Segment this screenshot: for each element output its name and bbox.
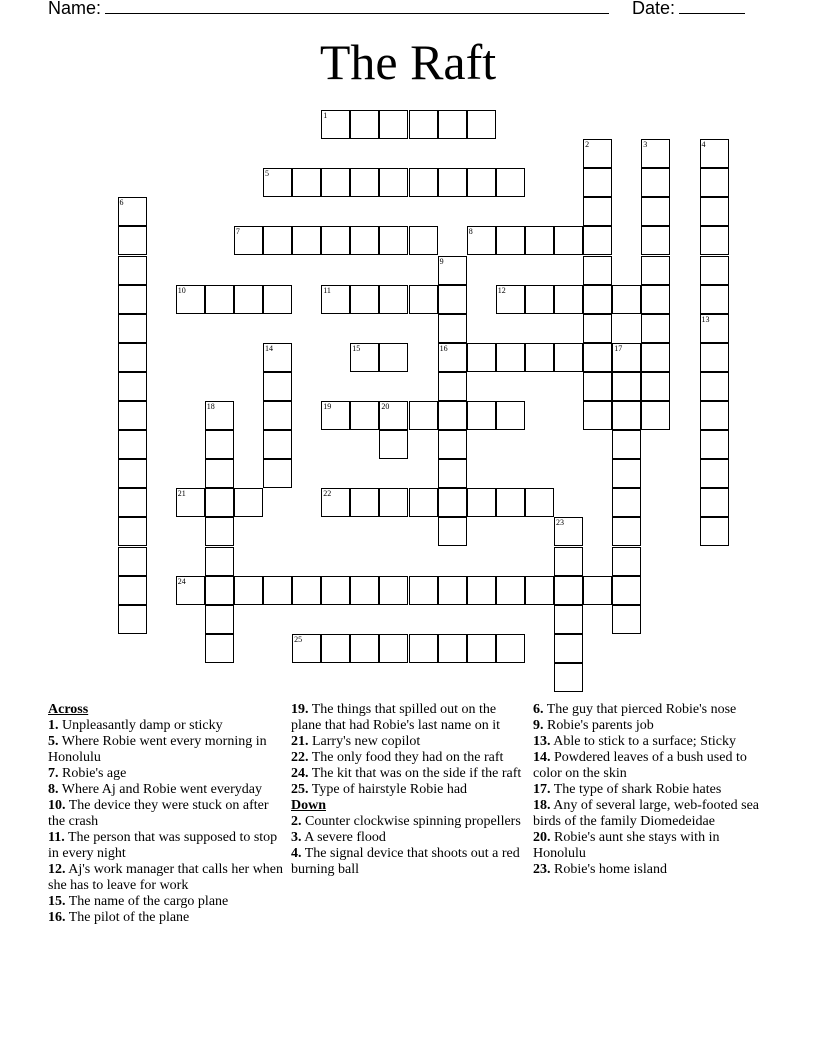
clue-item [48, 798, 284, 830]
grid-cell[interactable] [438, 372, 467, 401]
clue-item-text: Any of several large, web-footed sea birds of the family Diomedeidae [533, 798, 759, 829]
clue-item [48, 862, 284, 894]
grid-cell[interactable] [525, 343, 554, 372]
grid-cell[interactable] [379, 110, 408, 139]
clue-number: 15 [352, 343, 361, 353]
grid-cell[interactable] [379, 576, 408, 605]
clue-number: 6 [119, 198, 124, 208]
clue-item-number: 5. [48, 734, 59, 749]
grid-cell[interactable] [292, 226, 321, 255]
grid-cell[interactable] [525, 576, 554, 605]
grid-cell[interactable] [641, 343, 670, 372]
grid-cell[interactable] [379, 488, 408, 517]
clues-column-1 [48, 702, 284, 926]
clue-item-text: Robie's parents job [543, 718, 654, 733]
clue-item-number: 8. [48, 782, 59, 797]
grid-cell[interactable] [496, 576, 525, 605]
grid-cell[interactable] [438, 256, 467, 285]
grid-cell[interactable] [263, 226, 292, 255]
grid-cell[interactable] [379, 401, 408, 430]
clue-item-text: The kit that was on the side if the raft [308, 766, 522, 781]
clue-item-text: Robie's aunt she stays with in Honolulu [533, 830, 720, 861]
grid-cell[interactable] [118, 576, 147, 605]
grid-cell[interactable] [205, 488, 234, 517]
clue-item [533, 702, 769, 718]
clue-item [533, 782, 769, 798]
clue-item-text: Where Aj and Robie went everyday [58, 782, 262, 797]
grid-cell[interactable] [641, 139, 670, 168]
clue-number: 23 [556, 518, 564, 528]
clue-item [533, 718, 769, 734]
grid-cell[interactable] [205, 517, 234, 546]
grid-cell[interactable] [205, 401, 234, 430]
grid-cell[interactable] [118, 459, 147, 488]
grid-cell[interactable] [379, 430, 408, 459]
grid-cell[interactable] [583, 197, 612, 226]
grid-cell[interactable] [554, 634, 583, 663]
clue-number: 1 [323, 111, 328, 120]
grid-cell[interactable] [438, 517, 467, 546]
grid-cell[interactable] [438, 343, 467, 372]
grid-cell[interactable] [234, 576, 263, 605]
clue-number: 13 [701, 314, 710, 324]
clue-item [533, 750, 769, 782]
grid-cell[interactable] [612, 343, 641, 372]
grid-cell[interactable] [118, 226, 147, 255]
grid-cell[interactable] [118, 401, 147, 430]
clue-item-text: The pilot of the plane [65, 910, 190, 925]
grid-cell[interactable] [583, 168, 612, 197]
grid-cell[interactable] [263, 168, 292, 197]
clue-item [291, 782, 527, 798]
clue-item-text: Robie's home island [550, 862, 667, 877]
grid-cell[interactable] [409, 401, 438, 430]
clue-item [533, 830, 769, 862]
grid-cell[interactable] [438, 110, 467, 139]
grid-cell[interactable] [700, 197, 729, 226]
grid-cell[interactable] [234, 488, 263, 517]
grid-cell[interactable] [554, 663, 583, 692]
grid-cell[interactable] [118, 314, 147, 343]
grid-cell[interactable] [263, 401, 292, 430]
clue-item-number: 12. [48, 862, 66, 877]
grid-cell[interactable] [525, 285, 554, 314]
clue-item [291, 766, 527, 782]
clues-column-2 [291, 702, 527, 878]
grid-cell[interactable] [118, 605, 147, 634]
grid-cell[interactable] [205, 285, 234, 314]
grid-cell[interactable] [496, 285, 525, 314]
grid-cell[interactable] [700, 372, 729, 401]
grid-cell[interactable] [496, 401, 525, 430]
clue-item-number: 14. [533, 750, 551, 765]
grid-cell[interactable] [379, 168, 408, 197]
name-label: Name: [48, 0, 102, 18]
grid-cell[interactable] [118, 256, 147, 285]
grid-cell[interactable] [321, 634, 350, 663]
clue-item-text: Counter clockwise spinning propellers [301, 814, 521, 829]
grid-cell[interactable] [554, 576, 583, 605]
clue-number: 22 [323, 489, 332, 499]
grid-cell[interactable] [700, 517, 729, 546]
clue-item [291, 750, 527, 766]
clue-number: 17 [614, 343, 623, 353]
grid-cell[interactable] [583, 401, 612, 430]
clue-number: 8 [468, 227, 473, 237]
grid-cell[interactable] [438, 634, 467, 663]
grid-cell[interactable] [379, 226, 408, 255]
grid-cell[interactable] [205, 634, 234, 663]
clue-item-number: 17. [533, 782, 551, 797]
grid-cell[interactable] [205, 459, 234, 488]
grid-cell[interactable] [118, 372, 147, 401]
grid-cell[interactable] [321, 401, 350, 430]
clue-item [533, 862, 769, 878]
clue-item-number: 2. [291, 814, 302, 829]
grid-cell[interactable] [350, 488, 379, 517]
grid-cell[interactable] [612, 576, 641, 605]
clue-item-number: 10. [48, 798, 66, 813]
grid-cell[interactable] [641, 285, 670, 314]
grid-cell[interactable] [176, 576, 205, 605]
grid-cell[interactable] [641, 197, 670, 226]
clue-number: 5 [265, 169, 269, 179]
grid-cell[interactable] [700, 285, 729, 314]
clue-item-number: 4. [291, 846, 302, 861]
clue-item-number: 7. [48, 766, 59, 781]
grid-cell[interactable] [438, 459, 467, 488]
clue-item-text: Robie's age [58, 766, 127, 781]
grid-cell[interactable] [496, 168, 525, 197]
clue-item [291, 846, 527, 878]
grid-cell[interactable] [700, 343, 729, 372]
grid-cell[interactable] [118, 517, 147, 546]
grid-cell[interactable] [612, 605, 641, 634]
clue-item-number: 18. [533, 798, 551, 813]
grid-cell[interactable] [350, 110, 379, 139]
grid-cell[interactable] [554, 343, 583, 372]
grid-cell[interactable] [118, 197, 147, 226]
clue-item-text: Unpleasantly damp or sticky [58, 718, 223, 733]
clue-item [48, 782, 284, 798]
clue-item-number: 19. [291, 702, 309, 717]
grid-cell[interactable] [700, 256, 729, 285]
grid-cell[interactable] [321, 168, 350, 197]
clues-column-3 [533, 702, 769, 878]
clue-item-number: 1. [48, 718, 59, 733]
grid-cell[interactable] [496, 634, 525, 663]
grid-cell[interactable] [292, 168, 321, 197]
grid-cell[interactable] [612, 430, 641, 459]
grid-cell[interactable] [583, 576, 612, 605]
clue-number: 3 [643, 140, 648, 150]
grid-cell[interactable] [641, 314, 670, 343]
grid-cell[interactable] [467, 110, 496, 139]
grid-cell[interactable] [263, 576, 292, 605]
clue-number: 21 [177, 489, 186, 499]
grid-cell[interactable] [409, 285, 438, 314]
clue-item-number: 21. [291, 734, 309, 749]
clue-number: 16 [439, 343, 448, 353]
grid-cell[interactable] [350, 285, 379, 314]
grid-cell[interactable] [438, 488, 467, 517]
clue-item [291, 702, 527, 734]
grid-cell[interactable] [205, 430, 234, 459]
grid-cell[interactable] [554, 547, 583, 576]
grid-cell[interactable] [583, 285, 612, 314]
grid-cell[interactable] [118, 488, 147, 517]
clue-item [48, 734, 284, 766]
clue-item-text: Able to stick to a surface; Sticky [550, 734, 736, 749]
grid-cell[interactable] [409, 168, 438, 197]
clue-number: 18 [206, 402, 215, 411]
grid-cell[interactable] [234, 226, 263, 255]
grid-cell[interactable] [700, 488, 729, 517]
clue-item [291, 734, 527, 750]
grid-cell[interactable] [321, 285, 350, 314]
grid-cell[interactable] [118, 343, 147, 372]
clue-item-number: 24. [291, 766, 309, 781]
grid-cell[interactable] [700, 430, 729, 459]
clue-item [291, 814, 527, 830]
grid-cell[interactable] [554, 285, 583, 314]
clue-number: 19 [323, 402, 332, 411]
grid-cell[interactable] [321, 488, 350, 517]
grid-cell[interactable] [583, 256, 612, 285]
clue-item-number: 15. [48, 894, 66, 909]
grid-cell[interactable] [263, 459, 292, 488]
grid-cell[interactable] [612, 372, 641, 401]
grid-cell[interactable] [583, 343, 612, 372]
grid-cell[interactable] [321, 576, 350, 605]
clue-number: 25 [294, 634, 303, 644]
clue-item-number: 11. [48, 830, 65, 845]
grid-cell[interactable] [263, 285, 292, 314]
grid-cell[interactable] [612, 488, 641, 517]
clue-item [48, 718, 284, 734]
grid-cell[interactable] [176, 488, 205, 517]
grid-cell[interactable] [525, 488, 554, 517]
grid-cell[interactable] [700, 139, 729, 168]
grid-cell[interactable] [700, 168, 729, 197]
grid-cell[interactable] [409, 226, 438, 255]
grid-cell[interactable] [379, 343, 408, 372]
clue-item [291, 830, 527, 846]
grid-cell[interactable] [700, 459, 729, 488]
clue-item-text: The type of shark Robie hates [550, 782, 722, 797]
grid-cell[interactable] [583, 314, 612, 343]
grid-cell[interactable] [438, 168, 467, 197]
grid-cell[interactable] [379, 285, 408, 314]
down-heading: Down [291, 798, 327, 813]
grid-cell[interactable] [467, 576, 496, 605]
grid-cell[interactable] [467, 343, 496, 372]
down-clue-list [291, 814, 527, 878]
grid-cell[interactable] [118, 430, 147, 459]
grid-cell[interactable] [554, 605, 583, 634]
clue-number: 11 [323, 285, 331, 295]
date-label: Date: [632, 0, 676, 18]
grid-cell[interactable] [292, 576, 321, 605]
grid-cell[interactable] [700, 226, 729, 255]
clue-item-text: Larry's new copilot [308, 734, 421, 749]
clue-item-text: Powdered leaves of a bush used to color on the skin [533, 750, 747, 781]
clue-item-number: 3. [291, 830, 302, 845]
grid-cell[interactable] [612, 401, 641, 430]
clue-item-number: 22. [291, 750, 309, 765]
grid-cell[interactable] [554, 226, 583, 255]
grid-cell[interactable] [496, 343, 525, 372]
clue-item-text: The only food they had on the raft [308, 750, 504, 765]
grid-cell[interactable] [467, 488, 496, 517]
clue-item-text: Type of hairstyle Robie had [308, 782, 468, 797]
clue-item-text: The name of the cargo plane [65, 894, 229, 909]
grid-cell[interactable] [438, 401, 467, 430]
grid-cell[interactable] [612, 285, 641, 314]
grid-cell[interactable] [641, 256, 670, 285]
clue-item-text: A severe flood [301, 830, 386, 845]
grid-cell[interactable] [321, 110, 350, 139]
clue-number: 20 [381, 402, 390, 411]
clue-number: 10 [177, 285, 186, 295]
grid-cell[interactable] [118, 285, 147, 314]
grid-cell[interactable] [234, 285, 263, 314]
grid-cell[interactable] [263, 343, 292, 372]
grid-cell[interactable] [409, 488, 438, 517]
clue-item-number: 13. [533, 734, 551, 749]
grid-cell[interactable] [205, 576, 234, 605]
clue-item-text: The guy that pierced Robie's nose [543, 702, 737, 717]
across-heading: Across [48, 702, 89, 717]
page-title: The Raft [319, 34, 497, 90]
grid-cell[interactable] [409, 634, 438, 663]
grid-cell[interactable] [350, 401, 379, 430]
grid-cell[interactable] [496, 226, 525, 255]
grid-cell[interactable] [438, 430, 467, 459]
clue-item-text: The signal device that shoots out a red burning ball [291, 846, 520, 877]
grid-cell[interactable] [700, 401, 729, 430]
clue-number: 14 [265, 343, 273, 353]
grid-cell[interactable] [467, 168, 496, 197]
grid-cell[interactable] [583, 139, 612, 168]
grid-cell[interactable] [467, 401, 496, 430]
grid-cell[interactable] [176, 285, 205, 314]
grid-cell[interactable] [205, 547, 234, 576]
down-clue-list-continued [533, 702, 769, 878]
grid-cell[interactable] [350, 634, 379, 663]
clue-item-number: 23. [533, 862, 551, 877]
clue-item [533, 734, 769, 750]
clue-item-number: 20. [533, 830, 551, 845]
grid-cell[interactable] [263, 430, 292, 459]
grid-cell[interactable] [467, 634, 496, 663]
clue-item-text: The device they were stuck on after the crash [48, 798, 269, 829]
grid-cell[interactable] [350, 226, 379, 255]
clue-item-text: The person that was supposed to stop in every night [48, 830, 278, 861]
across-clue-list [48, 718, 284, 926]
grid-cell[interactable] [292, 634, 321, 663]
clue-item-number: 25. [291, 782, 309, 797]
clue-item-text: Where Robie went every morning in Honolulu [48, 734, 267, 765]
grid-cell[interactable] [525, 226, 554, 255]
grid-cell[interactable] [350, 168, 379, 197]
grid-cell[interactable] [641, 226, 670, 255]
grid-cell[interactable] [641, 372, 670, 401]
clue-number: 12 [497, 285, 506, 295]
grid-cell[interactable] [438, 576, 467, 605]
clue-item [48, 830, 284, 862]
grid-cell[interactable] [641, 168, 670, 197]
grid-cell[interactable] [263, 372, 292, 401]
clue-number: 4 [701, 140, 706, 150]
grid-cell[interactable] [409, 110, 438, 139]
grid-cell[interactable] [205, 605, 234, 634]
grid-cell[interactable] [409, 576, 438, 605]
grid-cell[interactable] [321, 226, 350, 255]
grid-cell[interactable] [612, 547, 641, 576]
clue-number: 7 [235, 227, 240, 237]
grid-cell[interactable] [700, 314, 729, 343]
clue-item [48, 894, 284, 910]
clue-number: 9 [439, 256, 444, 266]
grid-cell[interactable] [554, 517, 583, 546]
clue-number: 2 [585, 140, 590, 150]
grid-cell[interactable] [612, 517, 641, 546]
grid-cell[interactable] [612, 459, 641, 488]
across-clue-list-continued [291, 702, 527, 798]
clue-item [48, 910, 284, 926]
grid-cell[interactable] [438, 314, 467, 343]
grid-cell[interactable] [583, 372, 612, 401]
grid-cell[interactable] [350, 343, 379, 372]
clue-item-text: The things that spilled out on the plane that had Robie's last name on it [291, 702, 500, 733]
clue-item-text: Aj's work manager that calls her when she has to leave for work [48, 862, 284, 893]
grid-cell[interactable] [641, 401, 670, 430]
grid-cell[interactable] [438, 285, 467, 314]
grid-cell[interactable] [118, 547, 147, 576]
grid-cell[interactable] [583, 226, 612, 255]
clue-item-number: 16. [48, 910, 66, 925]
clue-item-number: 6. [533, 702, 544, 717]
clue-number: 24 [177, 576, 186, 586]
grid-cell[interactable] [379, 634, 408, 663]
clue-item [48, 766, 284, 782]
clue-item-number: 9. [533, 718, 544, 733]
grid-cell[interactable] [496, 488, 525, 517]
grid-cell[interactable] [350, 576, 379, 605]
clue-item [533, 798, 769, 830]
grid-cell[interactable] [467, 226, 496, 255]
